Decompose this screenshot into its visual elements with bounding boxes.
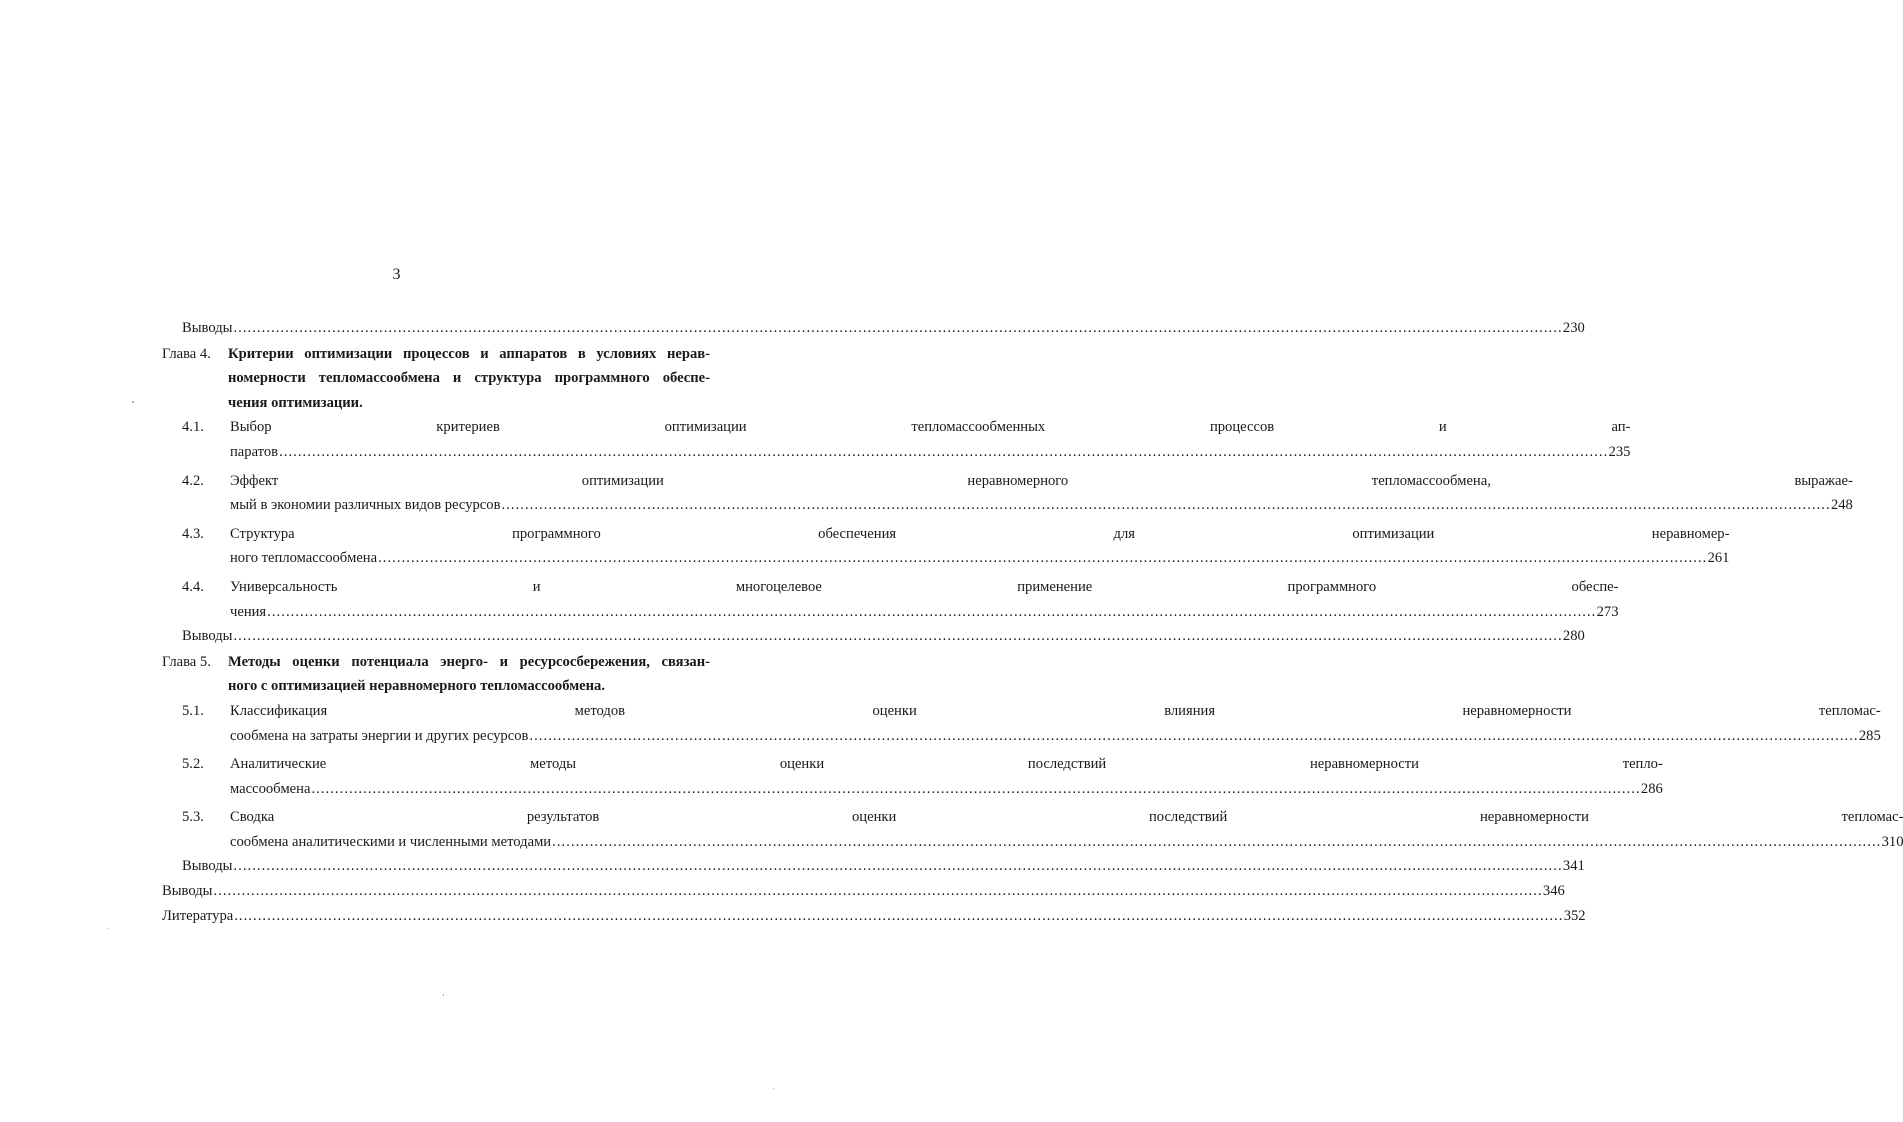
section-body	[230, 752, 1663, 801]
dot-leader	[213, 879, 1541, 904]
toc-entry-title: Выводы	[182, 628, 233, 645]
section-number: 4.4.	[182, 578, 204, 595]
scan-speck	[132, 401, 134, 403]
section-title-line: мый в экономии различных видов ресурсов	[230, 497, 501, 514]
chapter-title-line: чения оптимизации.	[228, 394, 363, 411]
dot-leader	[279, 440, 1607, 465]
section-body	[230, 469, 1853, 518]
section-body	[230, 699, 1881, 748]
dot-leader	[552, 830, 1880, 855]
chapter-title	[228, 342, 710, 416]
section-title-line: Классификация методов оценки влияния неравномерности тепломас-	[230, 702, 1881, 719]
toc-section-5-3[interactable]	[162, 805, 1903, 854]
table-of-contents	[162, 316, 1903, 928]
section-title-final-line	[230, 493, 1853, 518]
chapter-title-line: ного с оптимизацией неравномерного тепломассообмена.	[228, 678, 605, 695]
scan-speck	[108, 928, 109, 929]
section-title-line: ного тепломассообмена	[230, 550, 378, 567]
section-number: 4.1.	[182, 419, 204, 436]
section-title-line: Выбор критериев оптимизации тепломассообменных процессов и ап-	[230, 419, 1631, 436]
section-number: 4.3.	[182, 525, 204, 542]
section-title-final-line	[230, 546, 1729, 571]
section-title-line: Аналитические методы оценки последствий неравномерности тепло-	[230, 756, 1663, 773]
chapter-title-line: Методы оценки потенциала энерго- и ресурсосбережения, связан-	[228, 653, 710, 670]
toc-chapter-4[interactable]	[162, 342, 710, 416]
toc-entry-title: Выводы	[162, 883, 213, 900]
toc-entry-page: 230	[1562, 320, 1585, 336]
toc-entry-vyvody-chapter-5[interactable]	[162, 854, 1585, 879]
section-title-line: Структура программного обеспечения для оптимизации неравномер-	[230, 525, 1730, 542]
section-title-line: сообмена аналитическими и численными методами	[230, 833, 552, 850]
section-page: 310	[1881, 833, 1903, 850]
toc-entry-title: Выводы	[182, 858, 233, 875]
section-title-line: сообмена на затраты энергии и других ресурсов	[230, 727, 529, 744]
section-title-final-line	[230, 440, 1630, 465]
section-title-line: Сводка результатов оценки последствий неравномерности тепломас-	[230, 809, 1903, 826]
dot-leader	[378, 546, 1706, 571]
dot-leader	[233, 624, 1561, 649]
toc-section-4-3[interactable]	[162, 522, 1730, 571]
section-title-line: массообмена	[230, 780, 311, 797]
scan-speck	[773, 1088, 774, 1089]
section-page: 261	[1707, 550, 1730, 567]
toc-entry-page: 280	[1562, 628, 1585, 645]
toc-chapter-5[interactable]	[162, 650, 710, 699]
section-number: 4.2.	[182, 472, 204, 489]
section-title-line: Универсальность и многоцелевое применение программного обеспе-	[230, 578, 1619, 595]
section-title-final-line	[230, 724, 1881, 749]
dot-leader	[267, 600, 1595, 625]
section-body	[230, 522, 1729, 571]
dot-leader	[233, 854, 1561, 879]
section-title-line: паратов	[230, 443, 279, 460]
section-page: 286	[1640, 780, 1663, 797]
section-title-final-line	[230, 600, 1619, 625]
section-page: 285	[1858, 727, 1881, 744]
section-body	[230, 575, 1619, 624]
toc-entry-page: 346	[1542, 883, 1565, 900]
chapter-title	[228, 650, 710, 699]
dot-leader	[501, 493, 1829, 518]
dot-leader	[311, 777, 1639, 802]
section-number: 5.2.	[182, 756, 204, 773]
section-title-final-line	[230, 777, 1663, 802]
toc-entry-vyvody-chapter-4[interactable]	[162, 624, 1585, 649]
section-page: 273	[1596, 603, 1619, 620]
section-number: 5.1.	[182, 702, 204, 719]
dot-leader	[234, 904, 1562, 929]
chapter-title-line: номерности тепломассообмена и структура программного обеспе-	[228, 370, 710, 387]
toc-entry-title: Выводы	[182, 320, 233, 336]
toc-entry-literature[interactable]	[162, 904, 1586, 929]
toc-entry-page: 341	[1562, 858, 1585, 875]
toc-section-5-1[interactable]	[162, 699, 1881, 748]
section-page: 248	[1830, 497, 1853, 514]
section-number: 5.3.	[182, 809, 204, 826]
section-body	[230, 415, 1630, 464]
toc-entry-page: 352	[1563, 907, 1586, 924]
section-page: 235	[1608, 443, 1631, 460]
page-number: 3	[392, 266, 401, 283]
chapter-label: Глава 4.	[162, 345, 211, 362]
toc-entry-final-vyvody[interactable]	[162, 879, 1565, 904]
section-body	[230, 805, 1903, 854]
dot-leader	[529, 724, 1857, 749]
section-title-line: чения	[230, 603, 267, 620]
toc-entry-title: Литература	[162, 907, 234, 924]
toc-section-4-1[interactable]	[162, 415, 1631, 464]
chapter-title-line: Критерии оптимизации процессов и аппаратов в условиях нерав-	[228, 345, 710, 362]
scan-speck	[443, 994, 444, 996]
toc-section-4-2[interactable]	[162, 469, 1853, 518]
toc-section-4-4[interactable]	[162, 575, 1619, 624]
chapter-label: Глава 5.	[162, 653, 211, 670]
toc-section-5-2[interactable]	[162, 752, 1663, 801]
dot-leader	[233, 316, 1561, 341]
toc-entry-vyvody-top[interactable]	[162, 316, 1585, 341]
section-title-line: Эффект оптимизации неравномерного тепломассообмена, выражае-	[230, 472, 1853, 489]
section-title-final-line	[230, 830, 1903, 855]
